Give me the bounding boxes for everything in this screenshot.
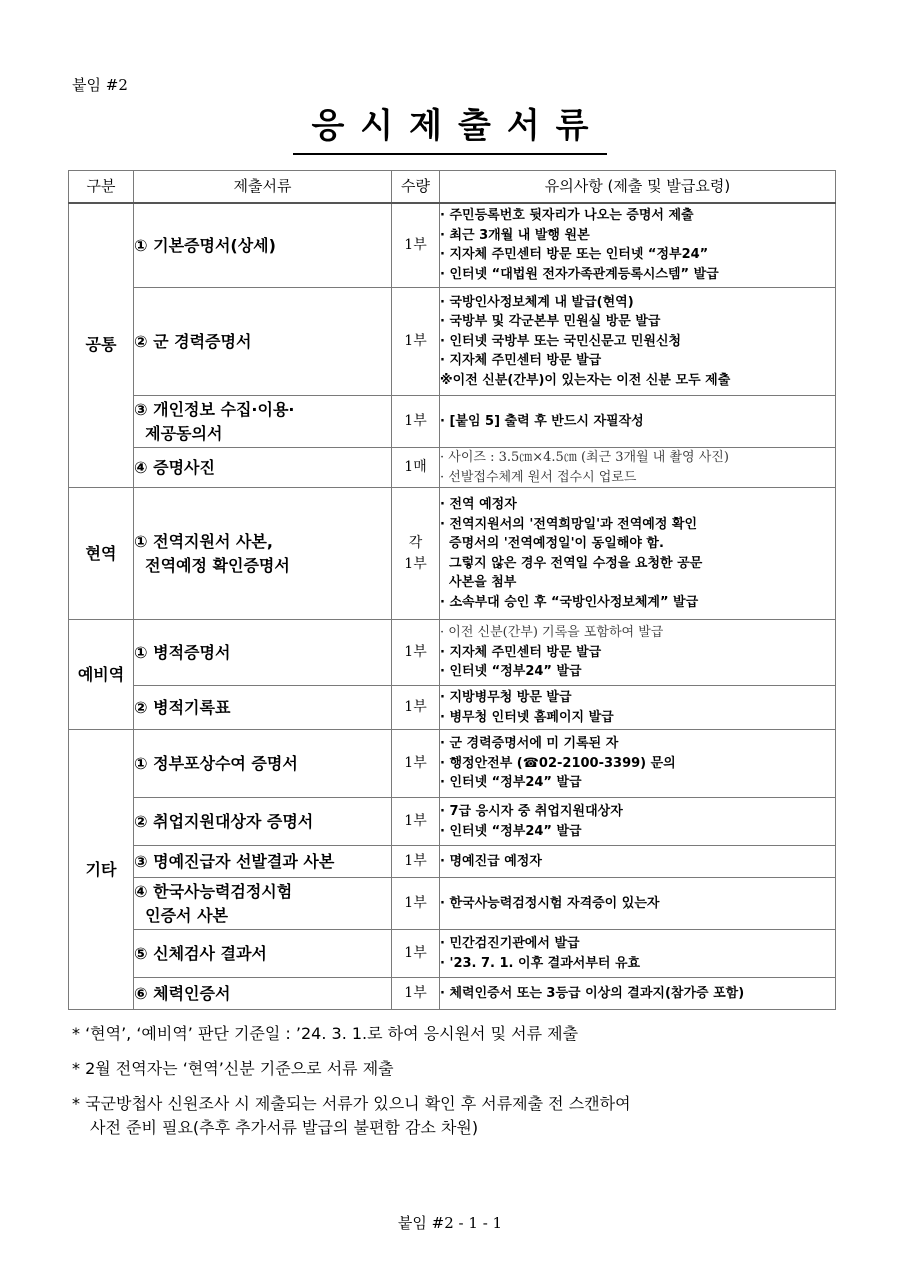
document-name-line: ② 병적기록표: [134, 697, 231, 717]
document-name-cell: [134, 203, 392, 288]
note-line: 증명서의 '전역예정일'이 동일해야 함.: [440, 536, 664, 551]
note-line: · 국방부 및 각군본부 민원실 방문 발급: [440, 314, 661, 330]
note-line: · 지자체 주민센터 방문 또는 인터넷 “정부24”: [440, 247, 709, 263]
document-name-cell: [134, 798, 392, 846]
notes-cell: [440, 288, 836, 396]
table-row: [69, 620, 836, 686]
note-line: · 인터넷 “정부24” 발급: [440, 664, 582, 680]
note-line: · 이전 신분(간부) 기록을 포함하여 발급: [440, 625, 664, 641]
notes-cell: [440, 203, 836, 288]
category-cell: 예비역: [69, 620, 134, 730]
table-row: [69, 878, 836, 930]
document-name-line: ③ 명예진급자 선발결과 사본: [134, 851, 335, 871]
note-line: · 선발접수체계 원서 접수시 업로드: [440, 469, 637, 485]
quantity-line: 1부: [404, 853, 427, 870]
quantity-cell: [392, 798, 440, 846]
document-name-line: 제공동의서: [134, 423, 223, 443]
document-name-line: ⑥ 체력인증서: [134, 983, 231, 1003]
notes-cell: [440, 448, 836, 488]
footnote-line: 사전 준비 필요(추후 추가서류 발급의 불편함 감소 차원): [90, 1118, 479, 1138]
footnote: [72, 1057, 832, 1082]
note-line: · 인터넷 “정부24” 발급: [440, 775, 582, 791]
table-row: [69, 203, 836, 288]
table-row: [69, 930, 836, 978]
note-line: · 최근 3개월 내 발행 원본: [440, 227, 590, 243]
table-row: [69, 730, 836, 798]
quantity-line: 1부: [404, 644, 427, 661]
header-notes: 유의사항 (제출 및 발급요령): [440, 171, 836, 203]
table-body: [69, 203, 836, 1010]
notes-cell: [440, 878, 836, 930]
note-line: · 지자체 주민센터 방문 발급: [440, 644, 602, 660]
note-line: · 민간검진기관에서 발급: [440, 936, 580, 951]
note-line: · 전역 예정자: [440, 497, 517, 512]
document-name-cell: [134, 730, 392, 798]
document-name-cell: [134, 878, 392, 930]
notes-cell: [440, 396, 836, 448]
notes-cell: [440, 488, 836, 620]
quantity-cell: [392, 448, 440, 488]
quantity-line: 1부: [404, 985, 427, 1002]
note-line: · [붙임 5] 출력 후 반드시 자필작성: [440, 413, 644, 429]
quantity-cell: [392, 288, 440, 396]
table-row: [69, 448, 836, 488]
notes-cell: [440, 686, 836, 730]
document-name-cell: [134, 396, 392, 448]
quantity-line: 1부: [404, 813, 427, 830]
note-line: · 7급 응시자 중 취업지원대상자: [440, 804, 623, 819]
note-line: · 지방병무청 방문 발급: [440, 690, 572, 705]
table-row: [69, 488, 836, 620]
footnote-line: * 2월 전역자는 ‘현역’신분 기준으로 서류 제출: [72, 1058, 394, 1078]
note-line: · 지자체 주민센터 방문 발급: [440, 353, 602, 369]
document-name-line: ① 전역지원서 사본,: [134, 532, 273, 552]
table-row: [69, 798, 836, 846]
table-row: [69, 846, 836, 878]
note-line: · 명예진급 예정자: [440, 853, 542, 869]
note-line: · 주민등록번호 뒷자리가 나오는 증명서 제출: [440, 208, 694, 224]
note-line: · 인터넷 “대법원 전자가족관계등록시스템” 발급: [440, 266, 719, 282]
note-line: · 전역지원서의 '전역희망일'과 전역예정 확인: [440, 516, 698, 532]
quantity-line: 1부: [404, 755, 427, 772]
quantity-cell: [392, 686, 440, 730]
quantity-cell: [392, 488, 440, 620]
document-name-line: 인증서 사본: [134, 905, 228, 925]
category-cell: 현역: [69, 488, 134, 620]
notes-cell: [440, 846, 836, 878]
note-line: 그렇지 않은 경우 전역일 수정을 요청한 공문: [440, 555, 703, 571]
document-name-cell: [134, 930, 392, 978]
category-cell: 공통: [69, 203, 134, 488]
quantity-cell: [392, 203, 440, 288]
document-title: [0, 98, 900, 155]
note-line: · 행정안전부 (☎02-2100-3399) 문의: [440, 755, 676, 771]
note-line: · '23. 7. 1. 이후 결과서부터 유효: [440, 955, 641, 971]
document-name-cell: [134, 448, 392, 488]
table-row: [69, 396, 836, 448]
page-number: 붙임 #2 - 1 - 1: [397, 1214, 503, 1232]
quantity-cell: [392, 978, 440, 1010]
footnote-line: * 국군방첩사 신원조사 시 제출되는 서류가 있으니 확인 후 서류제출 전 스캔하여: [72, 1093, 631, 1113]
footnote: [72, 1022, 832, 1047]
document-name-line: ④ 증명사진: [134, 457, 215, 477]
quantity-line: 1부: [404, 237, 427, 254]
header-category: 구분: [69, 171, 134, 203]
quantity-line: 1부: [404, 555, 427, 572]
document-name-line: ② 취업지원대상자 증명서: [134, 811, 314, 831]
footnote-line: * ‘현역’, ‘예비역’ 판단 기준일 : ’24. 3. 1.로 하여 응시원서 및 서류 제출: [72, 1024, 579, 1043]
required-documents-table: [68, 170, 836, 1010]
quantity-cell: [392, 930, 440, 978]
quantity-line: 각: [408, 535, 423, 552]
quantity-cell: [392, 396, 440, 448]
note-line: · 인터넷 국방부 또는 국민신문고 민원신청: [440, 333, 682, 349]
document-name-cell: [134, 846, 392, 878]
document-name-cell: [134, 686, 392, 730]
quantity-line: 1매: [404, 459, 427, 476]
footnote: [72, 1092, 832, 1142]
table-row: [69, 978, 836, 1010]
document-name-line: ④ 한국사능력검정시험: [134, 882, 293, 902]
document-name-cell: [134, 288, 392, 396]
document-name-line: ① 병적증명서: [134, 642, 231, 662]
quantity-line: 1부: [404, 333, 427, 350]
document-name-cell: [134, 978, 392, 1010]
notes-cell: [440, 978, 836, 1010]
quantity-cell: [392, 620, 440, 686]
quantity-cell: [392, 878, 440, 930]
notes-cell: [440, 930, 836, 978]
quantity-line: 1부: [404, 699, 427, 716]
document-title-text: 응시제출서류: [293, 98, 606, 155]
notes-cell: [440, 620, 836, 686]
note-line: · 소속부대 승인 후 “국방인사정보체계” 발급: [440, 594, 699, 610]
notes-cell: [440, 730, 836, 798]
table-header-row: [69, 171, 836, 203]
note-line: ※이전 신분(간부)이 있는자는 이전 신분 모두 제출: [440, 372, 731, 388]
note-line: · 사이즈 : 3.5㎝×4.5㎝ (최근 3개월 내 촬영 사진): [440, 450, 729, 465]
footnotes: [72, 1022, 832, 1151]
quantity-line: 1부: [404, 895, 427, 912]
quantity-cell: [392, 730, 440, 798]
note-line: · 한국사능력검정시험 자격증이 있는자: [440, 895, 660, 911]
note-line: · 체력인증서 또는 3등급 이상의 결과지(참가증 포함): [440, 985, 745, 1001]
table-row: [69, 686, 836, 730]
quantity-line: 1부: [404, 945, 427, 962]
note-line: · 인터넷 “정부24” 발급: [440, 823, 582, 839]
note-line: · 병무청 인터넷 홈페이지 발급: [440, 709, 614, 725]
document-name-line: 전역예정 확인증명서: [134, 555, 290, 575]
document-name-line: ③ 개인정보 수집·이용·: [134, 400, 295, 420]
header-quantity: 수량: [392, 171, 440, 203]
quantity-cell: [392, 846, 440, 878]
notes-cell: [440, 798, 836, 846]
document-name-line: ⑤ 신체검사 결과서: [134, 943, 267, 963]
quantity-line: 1부: [404, 413, 427, 430]
document-name-cell: [134, 620, 392, 686]
header-document: 제출서류: [134, 171, 392, 203]
category-cell: 기타: [69, 730, 134, 1010]
note-line: 사본을 첨부: [440, 575, 517, 590]
attachment-label: 붙임 #2: [72, 76, 128, 94]
note-line: · 군 경력증명서에 미 기록된 자: [440, 736, 619, 752]
note-line: · 국방인사정보체계 내 발급(현역): [440, 294, 634, 310]
document-name-line: ② 군 경력증명서: [134, 331, 252, 351]
document-name-line: ① 기본증명서(상세): [134, 235, 276, 255]
table-row: [69, 288, 836, 396]
document-name-line: ① 정부포상수여 증명서: [134, 753, 298, 773]
document-name-cell: [134, 488, 392, 620]
